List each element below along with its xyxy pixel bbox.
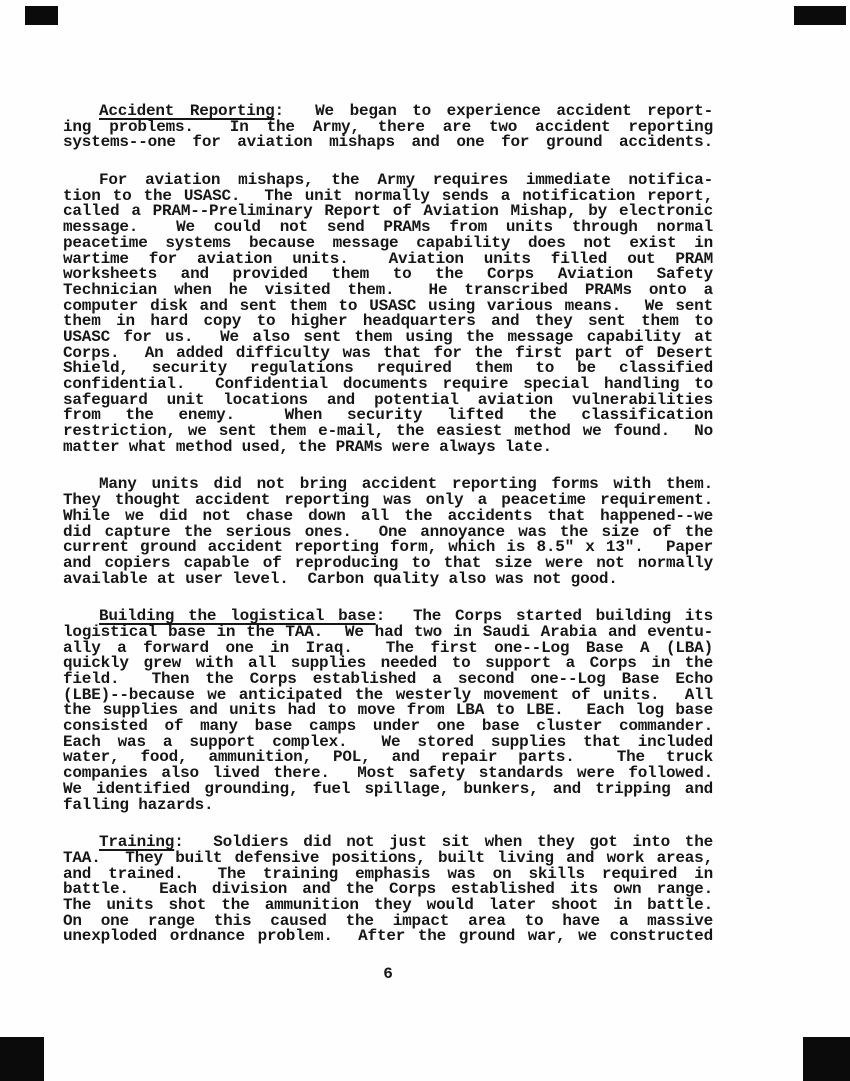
text-line: Many units did not bring accident reporting forms with them. [99, 475, 713, 494]
text-line: from the enemy. When security lifted the classification [63, 406, 713, 425]
scan-artifact-bottom-right [803, 1037, 850, 1081]
paragraph [63, 173, 713, 455]
text-line: water, food, ammunition, POL, and repair parts. The truck [63, 748, 713, 767]
scan-artifact-bottom-left [0, 1037, 44, 1081]
text-line: message. We could not send PRAMs from units through normal [63, 218, 713, 237]
text-line: The units shot the ammunition they would later shoot in battle. [63, 895, 713, 914]
text-line: For aviation mishaps, the Army requires immediate notifica- [99, 171, 713, 190]
text-line: logistical base in the TAA. We had two in Saudi Arabia and eventu- [63, 622, 713, 641]
text-line: They thought accident reporting was only a peacetime requirement. [63, 491, 713, 510]
text-line: quickly grew with all supplies needed to support a Corps in the [63, 654, 713, 673]
text-line: and copiers capable of reproducing to that size were not normally [63, 553, 713, 572]
text-line: battle. Each division and the Corps established its own range. [63, 880, 713, 899]
text-line: On one range this caused the impact area to have a massive [63, 911, 713, 930]
text-line: unexploded ordnance problem. After the ground war, we constructed [63, 927, 713, 946]
paragraph [63, 609, 713, 813]
section-heading-underlined: Training [99, 833, 175, 852]
text-line: peacetime systems because message capability does not exist in [63, 233, 713, 252]
text-line: While we did not chase down all the accidents that happened--we [63, 506, 713, 525]
text-line: did capture the serious ones. One annoyance was the size of the [63, 522, 713, 541]
text-line: TAA. They built defensive positions, built living and work areas, [63, 848, 713, 867]
text-line: safeguard unit locations and potential aviation vulnerabilities [63, 390, 713, 409]
text-line: and trained. The training emphasis was on skills required in [63, 864, 713, 883]
text-line: restriction, we sent them e-mail, the easiest method we found. No [63, 422, 713, 441]
text-line: Each was a support complex. We stored supplies that included [63, 732, 713, 751]
text-line: wartime for aviation units. Aviation units filled out PRAM [63, 249, 713, 268]
heading-line-rest: : We began to experience accident report- [274, 102, 713, 120]
text-line: them in hard copy to higher headquarters and they sent them to [63, 312, 713, 331]
text-line: matter what method used, the PRAMs were always late. [63, 437, 552, 456]
text-line: ally a forward one in Iraq. The first one--Log Base A (LBA) [63, 638, 713, 657]
text-line: current ground accident reporting form, which is 8.5" x 13". Paper [63, 538, 713, 557]
paragraph [63, 477, 713, 587]
text-line: falling hazards. [63, 795, 214, 814]
text-line: tion to the USASC. The unit normally sends a notification report, [63, 186, 713, 205]
section-heading-underlined: Building the logistical base [99, 607, 376, 626]
text-line: Shield, security regulations required them to be classified [63, 359, 713, 378]
text-line: Corps. An added difficulty was that for the first part of Desert [63, 343, 713, 362]
text-line: Technician when he visited them. He transcribed PRAMs onto a [63, 280, 713, 299]
text-line: field. Then the Corps established a second one--Log Base Echo [63, 670, 713, 688]
text-line: the supplies and units had to move from LBA to LBE. Each log base [63, 701, 713, 720]
text-line: companies also lived there. Most safety standards were followed. [63, 764, 713, 783]
text-line: systems--one for aviation mishaps and one for ground accidents. [63, 133, 713, 152]
text-line: available at user level. Carbon quality also was not good. [63, 569, 618, 588]
page-number: 6 [383, 965, 393, 983]
document-text [63, 104, 713, 945]
section-heading-underlined: Accident Reporting [99, 102, 275, 120]
text-line: (LBE)--because we anticipated the westerly movement of units. All [63, 685, 713, 704]
heading-line-rest: : Soldiers did not just sit when they got into the [174, 833, 713, 852]
text-line: consisted of many base camps under one base cluster commander. [63, 717, 713, 736]
text-line: called a PRAM--Preliminary Report of Aviation Mishap, by electronic [63, 202, 713, 221]
text-line: confidential. Confidential documents require special handling to [63, 375, 713, 393]
paragraph [63, 835, 713, 945]
text-line: USASC for us. We also sent them using the message capability at [63, 327, 713, 346]
paragraph [63, 104, 713, 151]
text-line: ing problems. In the Army, there are two accident reporting [63, 117, 713, 136]
scan-artifact-top-right [794, 6, 846, 25]
scan-artifact-top-left [25, 6, 58, 25]
text-line: We identified grounding, fuel spillage, bunkers, and tripping and [63, 779, 713, 798]
text-line: worksheets and provided them to the Corps Aviation Safety [63, 265, 713, 284]
heading-line-rest: : The Corps started building its [375, 607, 713, 626]
text-line: computer disk and sent them to USASC using various means. We sent [63, 296, 713, 315]
